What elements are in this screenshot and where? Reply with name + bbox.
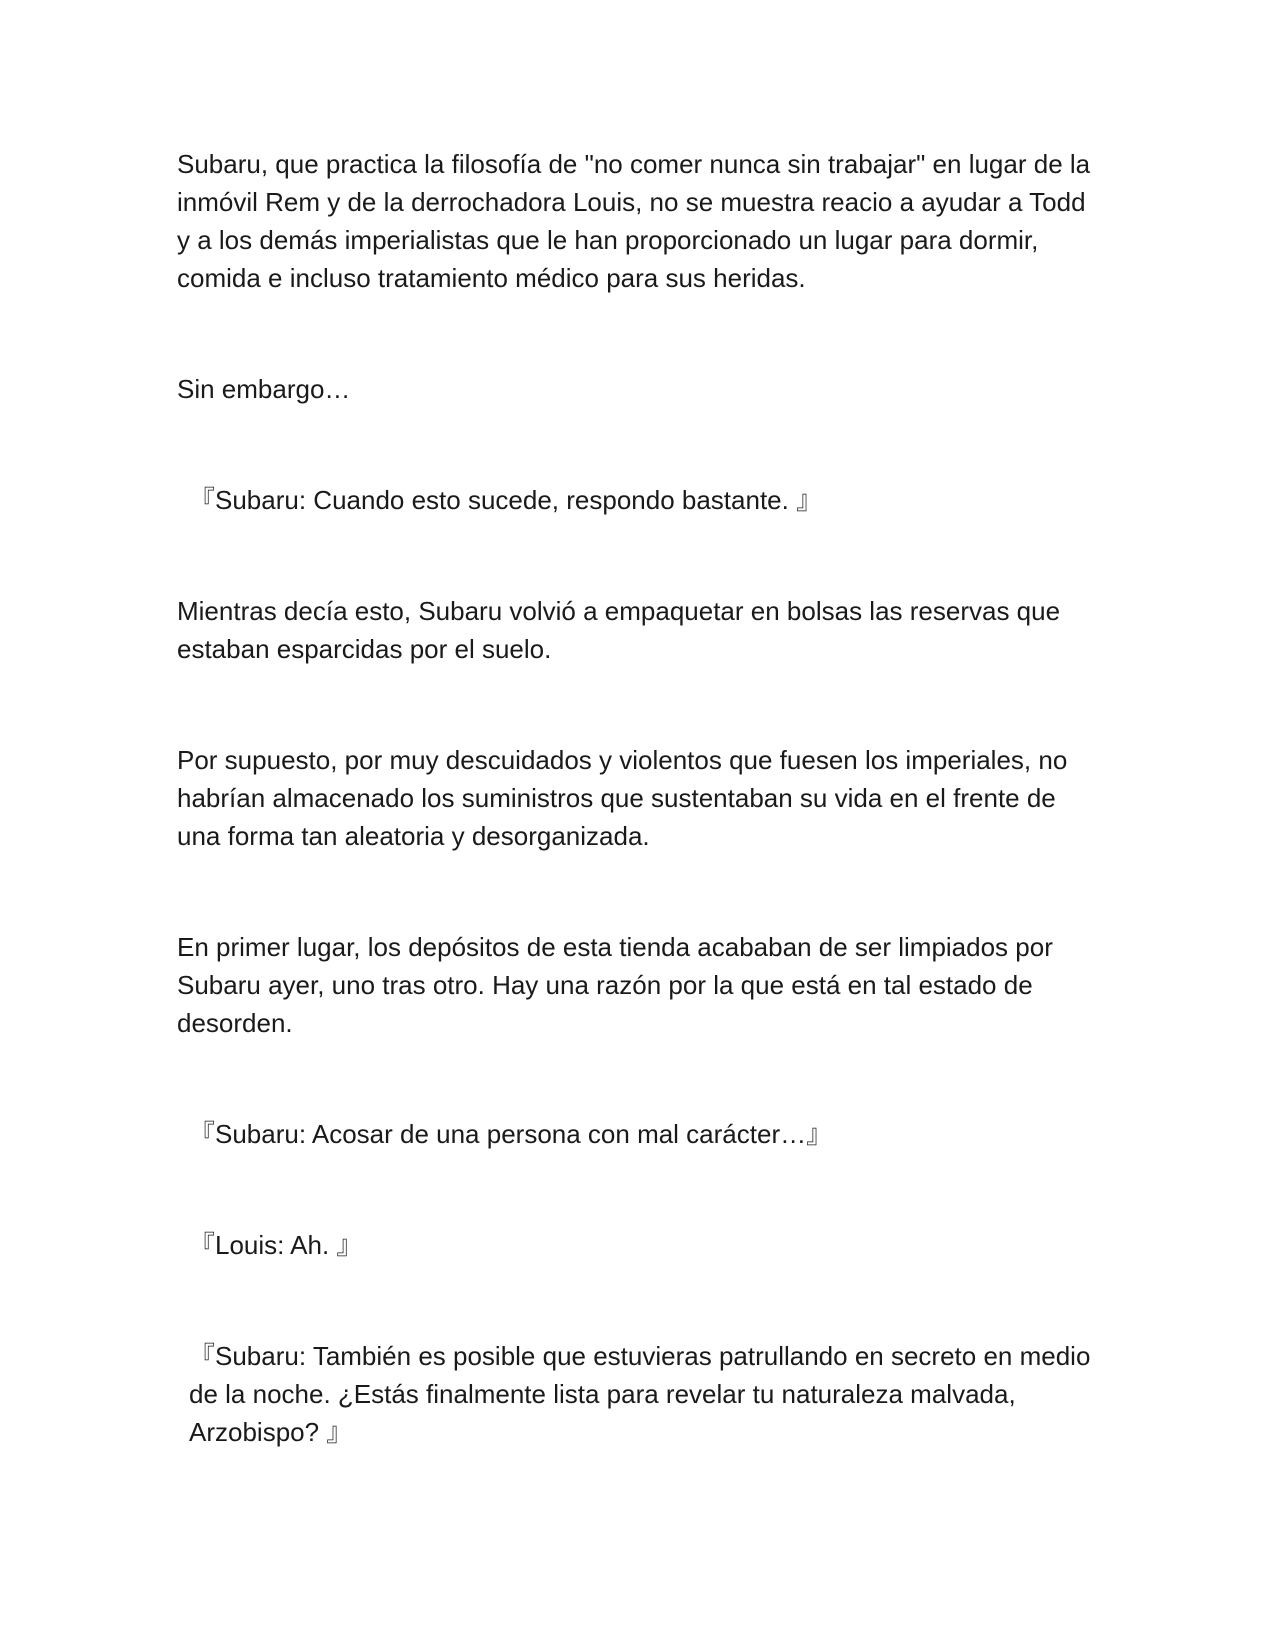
dialogue-line-2: 『Subaru: Acosar de una persona con mal carácter…』 (189, 1119, 833, 1149)
paragraph-4: Por supuesto, por muy descuidados y violentos que fuesen los imperiales, no habrían almacenado los suministros que sustentaban su vida en el frente de una forma tan aleatoria y desorganizada. (177, 745, 1068, 851)
paragraph-5: En primer lugar, los depósitos de esta tienda acababan de ser limpiados por Subaru ayer, uno tras otro. Hay una razón por la que está en tal estado de desorden. (177, 932, 1053, 1038)
dialogue-line-4: 『Subaru: También es posible que estuvieras patrullando en secreto en medio de la noche. ¿Estás finalmente lista para revelar tu naturaleza malvada, Arzobispo? 』 (189, 1341, 1091, 1447)
paragraph-3: Mientras decía esto, Subaru volvió a empaquetar en bolsas las reservas que estaban esparcidas por el suelo. (177, 596, 1061, 664)
paragraph-1: Subaru, que practica la filosofía de "no comer nunca sin trabajar" en lugar de la inmóvil Rem y de la derrochadora Louis, no se muestra reacio a ayudar a Todd y a los demás imperialistas que le han proporcionado un lugar para dormir, comida e incluso tratamiento médico para sus heridas. (177, 149, 1091, 293)
dialogue-line-1: 『Subaru: Cuando esto sucede, respondo bastante. 』 (189, 485, 823, 515)
paragraph-2: Sin embargo… (177, 374, 351, 404)
document-body (177, 145, 1097, 1451)
dialogue-line-3: 『Louis: Ah. 』 (189, 1230, 363, 1260)
